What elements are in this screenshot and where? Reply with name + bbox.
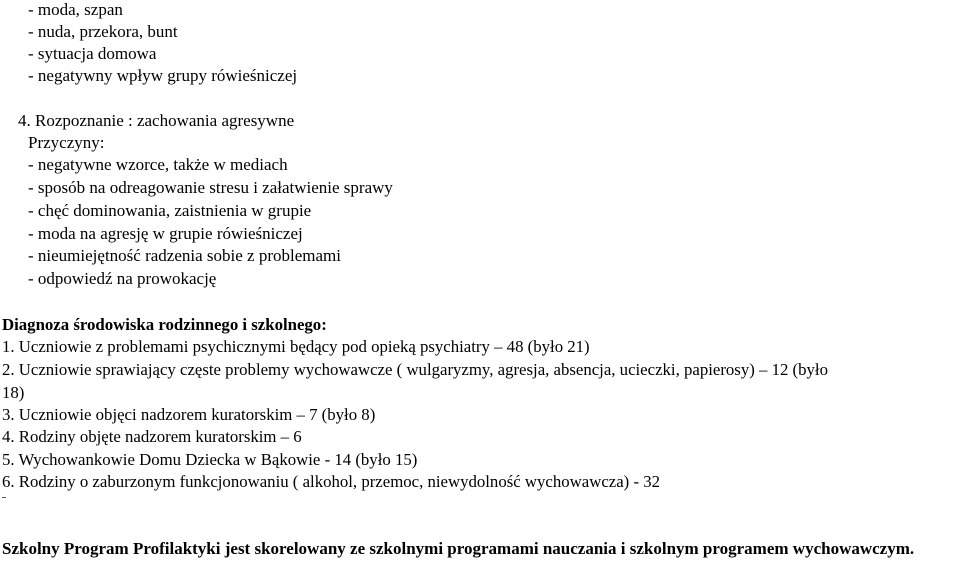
cause-item: - negatywne wzorce, także w mediach bbox=[28, 155, 288, 174]
intro-item: - sytuacja domowa bbox=[28, 44, 157, 63]
diagnosis-heading: Diagnoza środowiska rodzinnego i szkolnego: bbox=[2, 315, 327, 334]
stray-mark bbox=[2, 497, 6, 498]
diagnosis-item: 1. Uczniowie z problemami psychicznymi będący pod opieką psychiatry – 48 (było 21) bbox=[2, 337, 590, 356]
diagnosis-item: 5. Wychowankowie Domu Dziecka w Bąkowie - 14 (było 15) bbox=[2, 450, 418, 469]
cause-item: - chęć dominowania, zaistnienia w grupie bbox=[28, 201, 312, 220]
program-statement: Szkolny Program Profilaktyki jest skorelowany ze szkolnymi programami nauczania i szkolnym programem wychowawczym. bbox=[2, 539, 915, 558]
intro-item: - negatywny wpływ grupy rówieśniczej bbox=[28, 66, 298, 85]
cause-item: - moda na agresję w grupie rówieśniczej bbox=[28, 224, 303, 243]
diagnosis-item: 3. Uczniowie objęci nadzorem kuratorskim – 7 (było 8) bbox=[2, 405, 376, 424]
causes-label: Przyczyny: bbox=[28, 133, 105, 152]
diagnosis-item: 2. Uczniowie sprawiający częste problemy wychowawcze ( wulgaryzmy, agresja, absencja, ucieczki, papierosy) – 12 (było bbox=[2, 360, 828, 379]
section-4-title: 4. Rozpoznanie : zachowania agresywne bbox=[18, 111, 295, 130]
intro-item: - nuda, przekora, bunt bbox=[28, 22, 178, 41]
cause-item: - odpowiedź na prowokację bbox=[28, 269, 217, 288]
cause-item: - sposób na odreagowanie stresu i załatwienie sprawy bbox=[28, 178, 393, 197]
diagnosis-item: 6. Rodziny o zaburzonym funkcjonowaniu ( alkohol, przemoc, niewydolność wychowawcza) - 32 bbox=[2, 472, 661, 491]
diagnosis-item-continued: 18) bbox=[2, 383, 25, 402]
diagnosis-item: 4. Rodziny objęte nadzorem kuratorskim – 6 bbox=[2, 427, 302, 446]
intro-item: - moda, szpan bbox=[28, 0, 123, 19]
cause-item: - nieumiejętność radzenia sobie z problemami bbox=[28, 246, 341, 265]
